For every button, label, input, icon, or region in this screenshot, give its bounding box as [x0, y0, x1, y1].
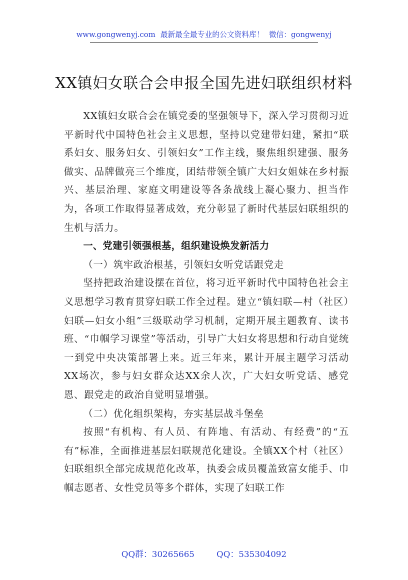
- document-body: [64, 108, 349, 498]
- document-title: XX镇妇女联合会申报全国先进妇联组织材料: [55, 75, 353, 92]
- sub-section-2-paragraph: 按照“有机构、有人员、有阵地、有活动、有经费”的“五有”标准，全面推进基层妇联规范化建设。全镇XX个村（社区）妇联组织全部完成规范化改革，执委会成员覆盖致富女能手、巾帼志愿者、女性党员等多个群体，实现了妇联工作: [64, 427, 349, 494]
- qq-contact: QQ：535304092: [216, 549, 287, 559]
- sub-heading-1: （一）筑牢政治根基，引领妇女听党话跟党走: [83, 259, 285, 271]
- site-slogan: 最新最全最专业的公文资料库！: [160, 30, 264, 39]
- sub-section-1-paragraph: 坚持把政治建设摆在首位，将习近平新时代中国特色社会主义思想学习教育贯穿妇联工作全过程。建立“镇妇联—村（社区）妇联—妇女小组”三级联动学习机制，定期开展主题教育、读书班、“巾帼学习课堂”等活动，引导广大妇女将思想和行动自觉统一到党中央决策部署上来。近三年来，累计开展主题学习活动XX场次，参与妇女群众达XX余人次，广大妇女听党话、感党恩、跟党走的政治自觉明显增强。: [64, 278, 349, 401]
- qq-group-contact: QQ群：30265665: [121, 549, 195, 559]
- section-heading-1: 一、党建引领强根基，组织建设焕发新活力: [83, 241, 270, 253]
- intro-paragraph: XX镇妇女联合会在镇党委的坚强领导下，深入学习贯彻习近平新时代中国特色社会主义思想，坚持以党建带妇建，紧扣“联系妇女、服务妇女、引领妇女”工作主线，聚焦组织建强、服务做实、品牌做亮三个维度，团结带领全镇广大妇女姐妹在乡村振兴、基层治理、家庭文明建设等各条战线上凝心聚力、担当作为，各项工作取得显著成效，充分彰显了新时代基层妇联组织的生机与活力。: [64, 111, 349, 234]
- site-header: [0, 30, 408, 40]
- header-divider: [90, 42, 318, 43]
- wechat-contact: 微信：gongwenyj: [268, 30, 332, 39]
- site-footer: [0, 549, 408, 560]
- site-url-link[interactable]: www.gongwenyj.com: [76, 30, 156, 39]
- sub-heading-2: （二）优化组织架构，夯实基层战斗堡垒: [83, 408, 264, 420]
